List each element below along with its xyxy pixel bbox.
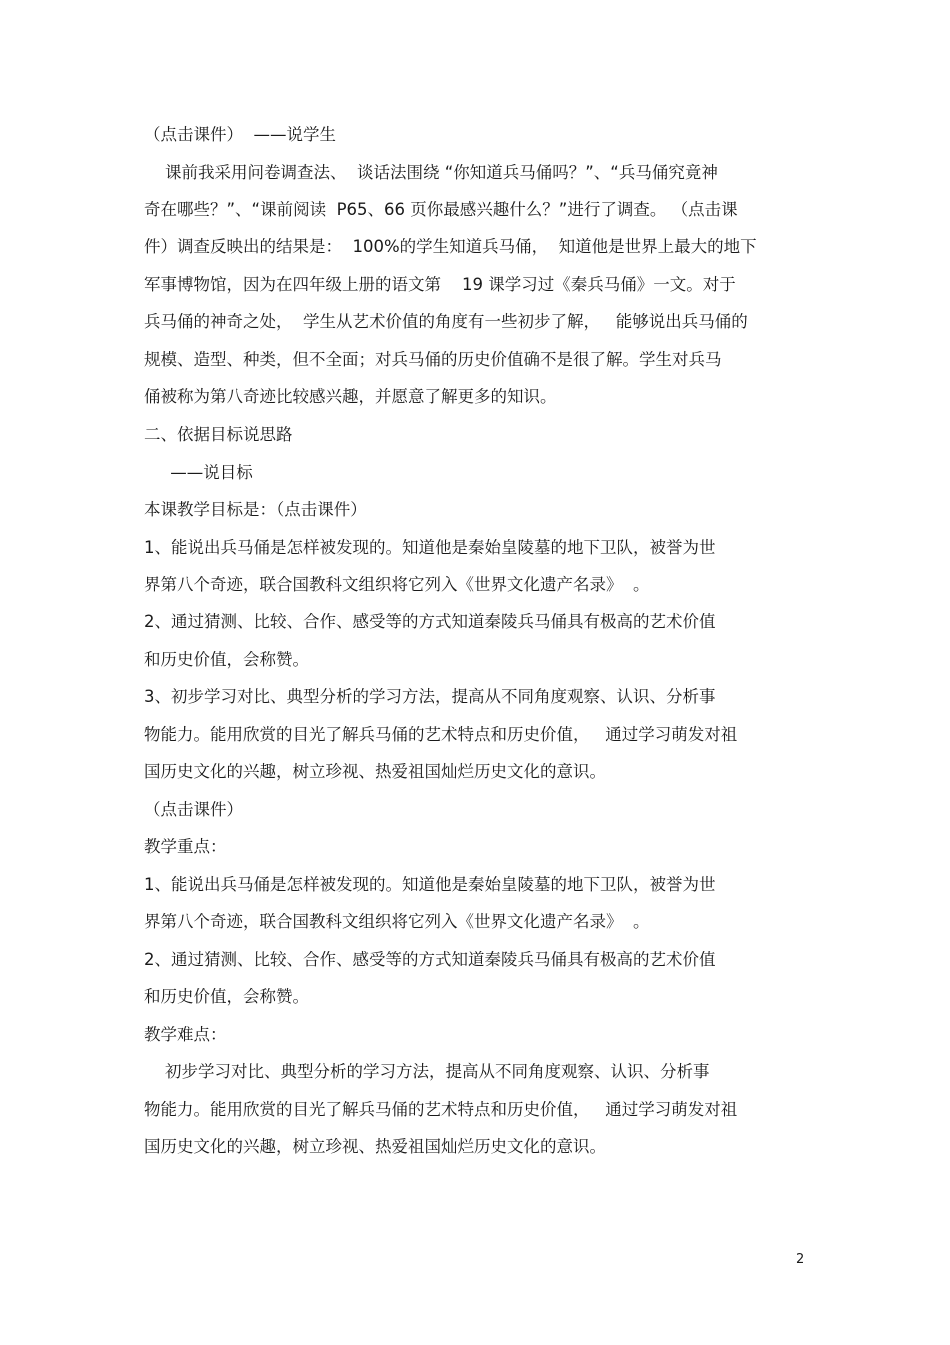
text-line: 俑被称为第八奇迹比较感兴趣，并愿意了解更多的知识。 [144, 387, 557, 406]
text-line: 2、通过猜测、比较、合作、感受等的方式知道秦陵兵马俑具有极高的艺术价值 [144, 612, 716, 631]
text-line: 界第八个奇迹，联合国教科文组织将它列入《世界文化遗产名录》 。 [144, 912, 650, 931]
text-line: 初步学习对比、典型分析的学习方法，提高从不同角度观察、认识、分析事 [144, 1062, 710, 1081]
page-number: 2 [796, 1252, 805, 1267]
text-line: （点击课件） ——说学生 [144, 125, 336, 144]
text-line: 课前我采用问卷调查法、 谈话法围绕 “你知道兵马俑吗？”、“兵马俑究竟神 [144, 163, 718, 182]
text-line: 物能力。能用欣赏的目光了解兵马俑的艺术特点和历史价值， 通过学习萌发对祖 [144, 1100, 738, 1119]
section-subheading: ——说目标 [144, 463, 253, 482]
text-line: 界第八个奇迹，联合国教科文组织将它列入《世界文化遗产名录》 。 [144, 575, 650, 594]
text-line: 和历史价值，会称赞。 [144, 650, 309, 669]
text-line: 奇在哪些？”、“课前阅读 P65、66 页你最感兴趣什么？”进行了调查。 （点击课 [144, 200, 738, 219]
text-line: 和历史价值，会称赞。 [144, 987, 309, 1006]
text-line: 件）调查反映出的结果是： 100%的学生知道兵马俑， 知道他是世界上最大的地下 [144, 237, 757, 256]
text-line: 规模、造型、种类，但不全面；对兵马俑的历史价值确不是很了解。学生对兵马 [144, 350, 722, 369]
text-line: 兵马俑的神奇之处， 学生从艺术价值的角度有一些初步了解， 能够说出兵马俑的 [144, 312, 748, 331]
text-line: 1、能说出兵马俑是怎样被发现的。知道他是秦始皇陵墓的地下卫队，被誉为世 [144, 875, 716, 894]
text-line: 教学重点： [144, 837, 227, 856]
text-line: 本课教学目标是：（点击课件） [144, 500, 367, 519]
text-line: 2、通过猜测、比较、合作、感受等的方式知道秦陵兵马俑具有极高的艺术价值 [144, 950, 716, 969]
section-heading: 二、依据目标说思路 [144, 425, 293, 444]
text-line: 教学难点： [144, 1025, 227, 1044]
text-line: 国历史文化的兴趣，树立珍视、热爱祖国灿烂历史文化的意识。 [144, 762, 606, 781]
text-line: （点击课件） [144, 800, 243, 819]
text-line: 物能力。能用欣赏的目光了解兵马俑的艺术特点和历史价值， 通过学习萌发对祖 [144, 725, 738, 744]
text-line: 1、能说出兵马俑是怎样被发现的。知道他是秦始皇陵墓的地下卫队，被誉为世 [144, 538, 716, 557]
text-line: 国历史文化的兴趣，树立珍视、热爱祖国灿烂历史文化的意识。 [144, 1137, 606, 1156]
text-line: 3、初步学习对比、典型分析的学习方法，提高从不同角度观察、认识、分析事 [144, 687, 716, 706]
text-line: 军事博物馆，因为在四年级上册的语文第 19 课学习过《秦兵马俑》一文。对于 [144, 275, 736, 294]
